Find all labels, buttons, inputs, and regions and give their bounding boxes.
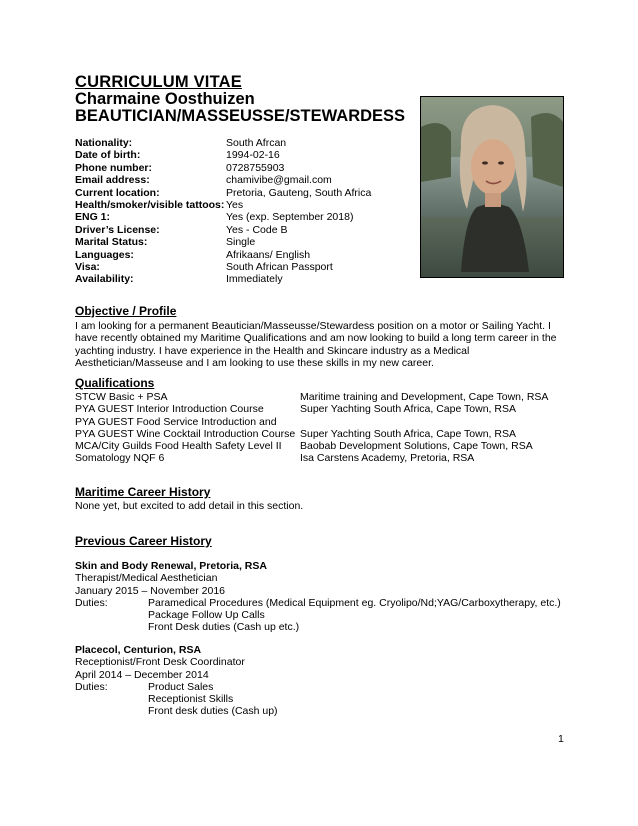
info-label: Health/smoker/visible tattoos: — [75, 198, 225, 211]
personal-info — [75, 137, 405, 286]
job-period: January 2015 – November 2016 — [75, 584, 226, 597]
duty-row — [75, 609, 575, 621]
info-row — [75, 199, 405, 211]
info-label: Languages: — [75, 248, 134, 261]
info-value: Yes - Code B — [226, 223, 288, 236]
qualification-provider: Super Yachting South Africa, Cape Town, RSA — [300, 403, 516, 416]
job-company: Placecol, Centurion, RSA — [75, 644, 202, 656]
duty-row — [75, 597, 575, 609]
duty-row — [75, 621, 575, 633]
objective-text — [75, 320, 575, 369]
duty-item: Receptionist Skills — [148, 693, 234, 706]
qualification-provider: Super Yachting South Africa, Cape Town, RSA — [300, 427, 516, 440]
duty-item: Paramedical Procedures (Medical Equipment eg. Cryolipo/Nd;YAG/Carboxytherapy, etc.) — [148, 596, 561, 609]
info-label: Availability: — [75, 273, 134, 286]
info-value: Yes (exp. September 2018) — [226, 211, 354, 224]
maritime-text: None yet, but excited to add detail in this section. — [75, 500, 304, 512]
duty-item: Product Sales — [148, 680, 214, 693]
info-value: Pretoria, Gauteng, South Africa — [226, 186, 372, 199]
candidate-name: Charmaine Oosthuizen — [75, 90, 255, 108]
info-label: Current location: — [75, 186, 160, 199]
info-label: Phone number: — [75, 161, 153, 174]
info-value: Yes — [226, 198, 244, 211]
info-row — [75, 211, 405, 223]
duty-item: Package Follow Up Calls — [148, 609, 265, 622]
info-row — [75, 249, 405, 261]
objective-line: I am looking for a permanent Beautician/Masseusse/Stewardess position on a motor or Sailing Yacht. I — [75, 320, 551, 332]
info-row — [75, 261, 405, 273]
info-row — [75, 174, 405, 186]
info-value: Afrikaans/ English — [226, 248, 311, 261]
duties-label: Duties: — [75, 680, 108, 693]
info-value: South Afrcan — [226, 137, 287, 149]
qualification-name: PYA GUEST Wine Cocktail Introduction Course — [75, 427, 296, 440]
candidate-role: BEAUTICIAN/MASSEUSSE/STEWARDESS — [75, 107, 406, 125]
job-company: Skin and Body Renewal, Pretoria, RSA — [75, 560, 267, 572]
duty-row — [75, 681, 575, 693]
job-entry — [75, 560, 575, 634]
qualifications-list — [75, 391, 565, 465]
info-row — [75, 236, 405, 248]
info-row — [75, 224, 405, 236]
info-label: Nationality: — [75, 137, 133, 149]
qualification-name: STCW Basic + PSA — [75, 391, 168, 403]
info-row — [75, 149, 405, 161]
qualification-row — [75, 391, 565, 403]
profile-photo — [420, 96, 564, 278]
info-value: chamivibe@gmail.com — [226, 174, 332, 187]
info-value: Single — [226, 236, 256, 249]
document-title: CURRICULUM VITAE — [75, 73, 242, 91]
info-value: 0728755903 — [226, 161, 285, 174]
qualification-name: PYA GUEST Interior Introduction Course — [75, 403, 264, 416]
info-value: 1994-02-16 — [226, 149, 280, 162]
info-label: Date of birth: — [75, 149, 141, 162]
objective-heading: Objective / Profile — [75, 304, 177, 318]
qualification-name: PYA GUEST Food Service Introduction and — [75, 415, 277, 428]
job-title: Therapist/Medical Aesthetician — [75, 572, 218, 585]
qualification-provider: Isa Carstens Academy, Pretoria, RSA — [300, 452, 475, 465]
qualification-row — [75, 440, 565, 452]
info-label: Email address: — [75, 174, 150, 187]
job-period: April 2014 – December 2014 — [75, 668, 209, 681]
info-row — [75, 137, 405, 149]
qualification-name: MCA/City Guilds Food Health Safety Level II — [75, 440, 282, 453]
objective-line: have recently obtained my Maritime Qualifications and am now looking to build a long term career in the — [75, 332, 557, 345]
info-value: Immediately — [226, 273, 283, 286]
info-row — [75, 187, 405, 199]
qualification-provider: Baobab Development Solutions, Cape Town, RSA — [300, 440, 533, 453]
job-title: Receptionist/Front Desk Coordinator — [75, 656, 245, 669]
duty-row — [75, 705, 575, 717]
qualification-row — [75, 428, 565, 440]
maritime-heading: Maritime Career History — [75, 485, 211, 499]
job-entry — [75, 644, 575, 718]
duty-row — [75, 693, 575, 705]
duty-item: Front desk duties (Cash up) — [148, 705, 278, 718]
qualifications-heading: Qualifications — [75, 376, 155, 390]
info-row — [75, 273, 405, 285]
qualification-row — [75, 416, 565, 428]
qualification-row — [75, 452, 565, 464]
page-number: 1 — [558, 733, 564, 745]
qualification-row — [75, 403, 565, 415]
info-label: Marital Status: — [75, 236, 148, 249]
qualification-provider: Maritime training and Development, Cape Town, RSA — [300, 391, 549, 403]
info-label: Visa: — [75, 260, 100, 273]
info-label: Driver’s License: — [75, 223, 160, 236]
duties-label: Duties: — [75, 596, 108, 609]
duty-item: Front Desk duties (Cash up etc.) — [148, 621, 300, 634]
objective-line: yachting industry. I have experience in the Health and Skincare industry as a Medical — [75, 344, 470, 357]
info-value: South African Passport — [226, 260, 333, 273]
info-label: ENG 1: — [75, 211, 111, 224]
objective-line: Aesthetician/Masseuse and I am looking to use these skills in my new career. — [75, 356, 434, 369]
previous-career-heading: Previous Career History — [75, 534, 212, 548]
info-row — [75, 162, 405, 174]
qualification-name: Somatology NQF 6 — [75, 452, 165, 465]
